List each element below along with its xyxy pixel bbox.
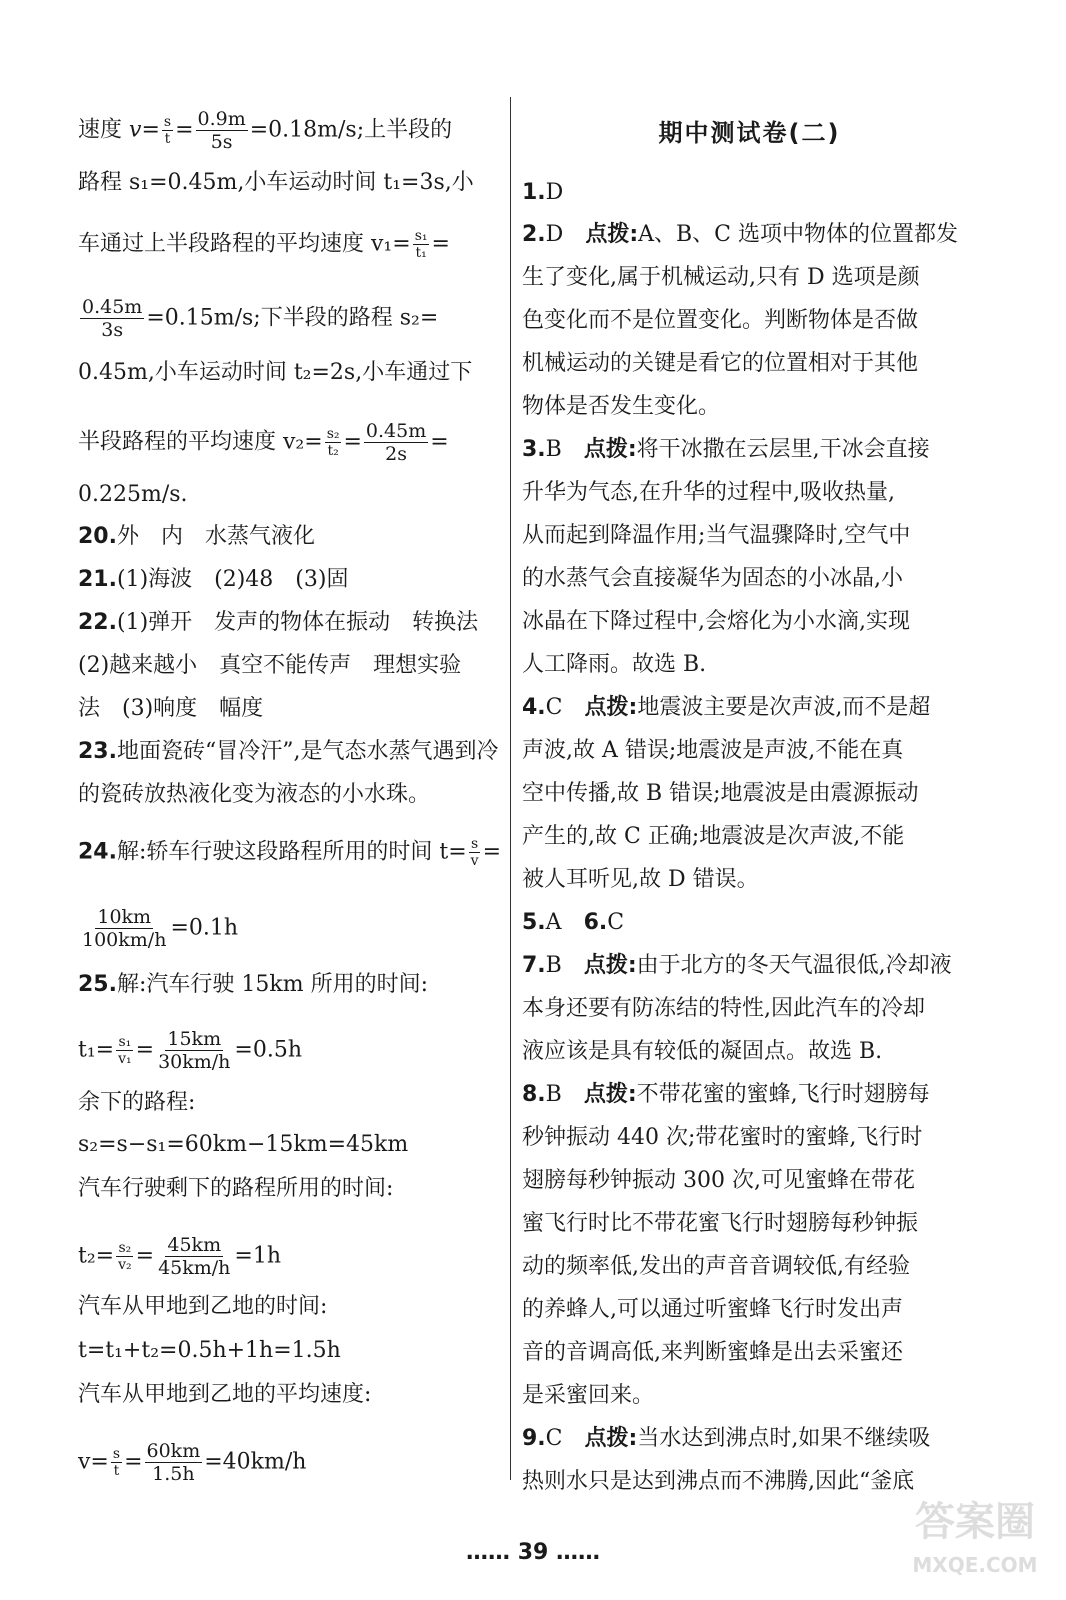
answer-text: 解:汽车行驶 15km 所用的时间: (116, 972, 428, 997)
answer-22 (78, 608, 478, 638)
watermark-logo (900, 1480, 1050, 1590)
answer-5-6 (522, 908, 624, 938)
text: 半段路程的平均速度 v₂= (78, 429, 323, 455)
fraction (116, 1034, 134, 1067)
text: = (135, 1037, 155, 1063)
denominator: v (470, 853, 479, 869)
text-line: 汽车行驶剩下的路程所用的时间: (78, 1176, 394, 1201)
numerator: 0.45m (365, 420, 427, 442)
question-number: 2. (522, 222, 546, 247)
fraction (156, 1028, 232, 1073)
numerator: s₂ (326, 426, 340, 442)
question-number: 3. (522, 437, 546, 462)
text: =0.1h (170, 915, 239, 941)
denominator: t₂ (327, 443, 339, 459)
text-line: 被人耳听见,故 D 错误。 (522, 867, 759, 892)
answer-25 (78, 970, 428, 1000)
text-line: 汽车从甲地到乙地的时间: (78, 1294, 328, 1319)
question-number: 20. (78, 524, 117, 549)
text-line: 机械运动的关键是看它的位置相对于其他 (522, 351, 919, 376)
hint-label: 点拨: (585, 222, 639, 247)
answer-text: 地面瓷砖“冒冷汗”,是气态水蒸气遇到冷 (116, 739, 499, 764)
fraction (80, 296, 144, 341)
text-line: 是采蜜回来。 (522, 1383, 655, 1408)
answer-choice: B (545, 953, 584, 978)
text-line: 本身还要有防冻结的特性,因此汽车的冷却 (522, 996, 925, 1021)
answer-1 (522, 178, 563, 208)
fraction (469, 836, 481, 869)
text-line: 法 (3)响度 幅度 (78, 696, 264, 721)
numerator: 0.9m (197, 108, 246, 130)
text: 车通过上半段路程的平均速度 v₁= (78, 231, 411, 257)
text: =40km/h (204, 1449, 307, 1475)
question-number: 1. (522, 180, 546, 205)
text-line: 汽车从甲地到乙地的平均速度: (78, 1382, 372, 1407)
text: t₁= (78, 1037, 115, 1063)
question-number: 24. (78, 839, 117, 865)
section-title: 期中测试卷(二) (658, 119, 841, 147)
answer-8 (522, 1080, 930, 1110)
fraction (364, 420, 428, 465)
fraction (145, 1440, 203, 1485)
denominator: v₂ (118, 1257, 132, 1273)
denominator: v₁ (118, 1051, 132, 1067)
denominator: 100km/h (82, 929, 167, 951)
denominator: t (113, 1463, 120, 1479)
fraction (196, 108, 248, 153)
hint-label: 点拨: (583, 1082, 637, 1107)
fraction (325, 426, 342, 459)
answer-text: D (545, 180, 564, 205)
question-number: 5. (522, 910, 546, 935)
fraction (162, 114, 173, 147)
denominator: 1.5h (152, 1463, 195, 1485)
fraction (116, 1240, 134, 1273)
fraction (111, 1446, 122, 1479)
answer-text: A (545, 910, 584, 935)
text-line (78, 296, 438, 341)
numerator: s₁ (414, 228, 428, 244)
text-line: 音的音调高低,来判断蜜蜂是出去采蜜还 (522, 1340, 903, 1365)
text-line: 翅膀每秒钟振动 300 次,可见蜜蜂在带花 (522, 1168, 915, 1193)
answer-choice: B (545, 1082, 584, 1107)
fraction (156, 1234, 232, 1279)
text: 速度 (78, 117, 129, 143)
text-line: 生了变化,属于机械运动,只有 D 选项是颜 (522, 265, 920, 290)
answer-7 (522, 951, 952, 981)
numerator: s (112, 1446, 121, 1462)
numerator: 60km (146, 1440, 201, 1462)
denominator: t (164, 131, 171, 147)
text-line: 声波,故 A 错误;地震波是声波,不能在真 (522, 738, 904, 763)
text-line: 冰晶在下降过程中,会熔化为小水滴,实现 (522, 609, 910, 634)
fraction (413, 228, 430, 261)
text-line: 从而起到降温作用;当气温骤降时,空气中 (522, 523, 911, 548)
text: = (124, 1449, 143, 1475)
text: =1h (234, 1243, 282, 1269)
text-line: 液应该是具有较低的凝固点。故选 B. (522, 1039, 883, 1064)
formula-line (78, 1234, 281, 1279)
question-number: 7. (522, 953, 546, 978)
text-line: 速度 v= $\frac{s}{t}$ = $\frac{0.9m}{5s}$ =0.18m/s;上半段的 (78, 108, 453, 153)
text-line: 的水蒸气会直接凝华为固态的小冰晶,小 (522, 566, 903, 591)
hint-label: 点拨: (584, 1426, 638, 1451)
text-line: 余下的路程: (78, 1090, 196, 1115)
numerator: s₂ (118, 1240, 132, 1256)
question-number: 23. (78, 739, 117, 764)
text-line: 蜜飞行时比不带花蜜飞行时翅膀每秒钟振 (522, 1211, 919, 1236)
text: = (343, 429, 362, 455)
text-line: 色变化而不是位置变化。判断物体是否做 (522, 308, 919, 333)
formula-line (78, 1028, 302, 1073)
question-number: 21. (78, 567, 117, 592)
numerator: 45km (167, 1234, 222, 1256)
answer-text: (1)海波 (2)48 (3)固 (116, 567, 349, 592)
page-number: …… 39 …… (466, 1540, 600, 1565)
text-line: 升华为气态,在升华的过程中,吸收热量, (522, 480, 895, 505)
formula-line: s₂=s−s₁=60km−15km=45km (78, 1132, 409, 1157)
answer-choice: B (545, 437, 584, 462)
text-line (78, 906, 238, 951)
question-number: 8. (522, 1082, 546, 1107)
answer-text: 不带花蜜的蜜蜂,飞行时翅膀每 (636, 1082, 930, 1107)
answer-20 (78, 522, 315, 552)
answer-text: 当水达到沸点时,如果不继续吸 (637, 1426, 931, 1451)
answer-choice: C (545, 1426, 585, 1451)
hint-label: 点拨: (583, 953, 637, 978)
text-line: 人工降雨。故选 B. (522, 652, 707, 677)
question-number: 22. (78, 610, 117, 635)
text-line (78, 228, 450, 261)
text-line: 物体是否发生变化。 (522, 394, 721, 419)
question-number: 25. (78, 972, 117, 997)
text-line: 动的频率低,发出的声音音调较低,有经验 (522, 1254, 910, 1279)
answer-3 (522, 435, 930, 465)
text: =0.5h (234, 1037, 303, 1063)
text-line: 产生的,故 C 正确;地震波是次声波,不能 (522, 824, 905, 849)
answer-text: (1)弹开 发声的物体在振动 转换法 (116, 610, 479, 635)
question-number: 4. (522, 695, 546, 720)
numerator: 10km (97, 906, 152, 928)
text-line (78, 420, 449, 465)
numerator: 15km (167, 1028, 222, 1050)
text: t₂= (78, 1243, 115, 1269)
var: v (129, 117, 142, 143)
answer-text: 解:轿车行驶这段路程所用的时间 t= (116, 839, 467, 865)
answer-9 (522, 1424, 930, 1454)
hint-label: 点拨: (583, 437, 637, 462)
text-line: 的瓷砖放热液化变为液态的小水珠。 (78, 782, 431, 807)
text-line: 的养蜂人,可以通过听蜜蜂飞行时发出声 (522, 1297, 903, 1322)
denominator: 30km/h (158, 1051, 231, 1073)
denominator: t₁ (415, 245, 427, 261)
text: = (430, 429, 449, 455)
text-line: 秒钟振动 440 次;带花蜜时的蜜蜂,飞行时 (522, 1125, 923, 1150)
numerator: 0.45m (82, 296, 143, 318)
text: = (482, 839, 502, 865)
answer-text: C (607, 910, 625, 935)
watermark-url: MXQE.COM (912, 1553, 1038, 1577)
formula-line (78, 1440, 306, 1485)
answer-choice: C (545, 695, 585, 720)
hint-label: 点拨: (584, 695, 638, 720)
denominator: 3s (101, 319, 124, 341)
answer-text: 外 内 水蒸气液化 (116, 524, 315, 549)
text-line: 0.225m/s. (78, 482, 188, 507)
text-line: 热则水只是达到沸点而不沸腾,因此“釜底 (522, 1469, 915, 1494)
question-number: 6. (583, 910, 608, 935)
answer-text: A、B、C 选项中物体的位置都发 (638, 222, 959, 247)
formula-line: t=t₁+t₂=0.5h+1h=1.5h (78, 1338, 341, 1363)
text: = (431, 231, 450, 257)
column-divider (510, 97, 511, 1480)
text-line: (2)越来越小 真空不能传声 理想实验 (78, 653, 462, 678)
numerator: s₁ (118, 1034, 132, 1050)
answer-text: 地震波主要是次声波,而不是超 (637, 695, 931, 720)
text: = (135, 1243, 155, 1269)
answer-choice: D (545, 222, 586, 247)
answer-text: 将干冰撒在云层里,干冰会直接 (636, 437, 930, 462)
denominator: 45km/h (158, 1257, 231, 1279)
denominator: 2s (385, 443, 407, 465)
watermark-text: 答案圈 (915, 1499, 1035, 1545)
denominator: 5s (210, 131, 233, 153)
text: v= (78, 1449, 109, 1475)
numerator: s (163, 114, 172, 130)
question-number: 9. (522, 1426, 546, 1451)
numerator: s (471, 836, 479, 852)
text-line: 路程 s₁=0.45m,小车运动时间 t₁=3s,小 (78, 170, 474, 195)
answer-2 (522, 220, 958, 250)
fraction (80, 906, 168, 951)
text: =0.15m/s;下半段的路程 s₂= (146, 305, 439, 331)
text-line: 空中传播,故 B 错误;地震波是由震源振动 (522, 781, 919, 806)
answer-21 (78, 565, 348, 595)
text: =0.18m/s;上半段的 (249, 117, 453, 143)
answer-4 (522, 693, 930, 723)
answer-text: 由于北方的冬天气温很低,冷却液 (636, 953, 952, 978)
answer-23 (78, 737, 498, 767)
text: = (141, 117, 160, 143)
text-line: 0.45m,小车运动时间 t₂=2s,小车通过下 (78, 360, 473, 385)
answer-24 (78, 836, 501, 869)
